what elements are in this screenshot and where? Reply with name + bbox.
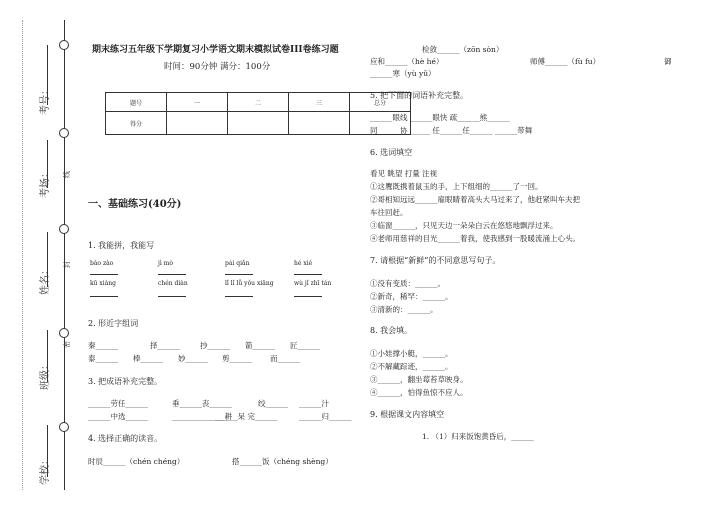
- score-cell[interactable]: [167, 112, 228, 135]
- class-label: 班级：: [40, 360, 51, 390]
- score-header-cell: 总分: [350, 93, 411, 112]
- answer-blank[interactable]: [158, 274, 186, 275]
- exam-no-label: 考号：: [40, 85, 51, 115]
- word-blank[interactable]: 秦______: [88, 341, 118, 350]
- word-blank[interactable]: 棒______: [133, 354, 163, 363]
- word-blank[interactable]: 箭______: [245, 341, 275, 350]
- poem-item[interactable]: ①小娃撑小艇，______。: [370, 349, 453, 358]
- score-table-row: [106, 112, 411, 135]
- score-header-cell: 题号: [106, 93, 167, 112]
- poem-item[interactable]: ③______，翻坐莓苔草映身。: [370, 375, 468, 384]
- answer-blank[interactable]: [158, 296, 186, 297]
- binding-hole: [59, 224, 69, 234]
- poem-item[interactable]: ②不解藏踪迹，______。: [370, 362, 453, 371]
- pinyin: wù jǐ zhī tán: [294, 280, 332, 287]
- pinyin: lǐ lǐ lǚ yǒu xiāng: [225, 280, 274, 287]
- sentence-item[interactable]: ③清新的：______。: [370, 305, 438, 314]
- fill-sentence[interactable]: ②哥相知远远______雇眼睛着高头大马过来了，他赶紧叫车夫把: [370, 195, 580, 204]
- fill-sentence[interactable]: ④老师用慈祥的目光______着我，使我感到一股暖流涌上心头。: [370, 234, 580, 243]
- school-blank[interactable]: [47, 425, 48, 477]
- sentence-item[interactable]: ②新奇，稀罕：______。: [370, 292, 453, 301]
- section-title: 一、基础练习(40分): [88, 199, 182, 210]
- recall-item[interactable]: 1. （1）归来饭饱黄昏后，______: [422, 432, 534, 441]
- seal-line: [64, 20, 65, 490]
- binding-hole: [59, 422, 69, 432]
- word-blank[interactable]: 匠______: [290, 341, 320, 350]
- pinyin: jì mò: [158, 260, 173, 267]
- binding-hole: [59, 328, 69, 338]
- school-label: 学校：: [40, 455, 51, 485]
- exam-no-blank[interactable]: [47, 45, 48, 105]
- score-cell[interactable]: [289, 112, 350, 135]
- pinyin: kū xiàng: [90, 280, 116, 287]
- binding-hole: [59, 128, 69, 138]
- word-blank[interactable]: 抄______: [200, 341, 230, 350]
- idiom-blank[interactable]: ______呆 完______: [215, 412, 278, 421]
- answer-blank[interactable]: [90, 296, 118, 297]
- idiom-blank[interactable]: 垂______丧______: [172, 399, 232, 408]
- class-blank[interactable]: [47, 330, 48, 382]
- idiom-blank-row[interactable]: ______眼线 ______眼快 疏______熊______: [370, 113, 510, 122]
- score-header-cell: 二: [228, 93, 289, 112]
- name-blank[interactable]: [47, 232, 48, 287]
- word-options: 看见 眺望 打量 注视: [370, 169, 438, 178]
- question-4-title: 4. 选择正确的读音。: [88, 434, 163, 443]
- fill-sentence: 车往回赶。: [370, 208, 408, 217]
- pronunciation-choice[interactable]: ______寒（yù yǔ）: [370, 69, 436, 78]
- idiom-blank[interactable]: ______汁: [299, 399, 329, 408]
- question-9-title: 9. 根据课文内容填空: [370, 410, 445, 419]
- fill-sentence[interactable]: ③临窗______，只见天边一朵朵白云在悠悠地飘浮过来。: [370, 221, 558, 230]
- name-label: 姓名：: [40, 265, 51, 295]
- binding-hole: [59, 40, 69, 50]
- pronunciation-choice[interactable]: 搭______饭（chéng shèng）: [232, 457, 333, 466]
- pronunciation-choice[interactable]: 时辰______（chén chéng）: [88, 457, 185, 466]
- seal-mark-line: 线: [63, 171, 71, 178]
- idiom-blank[interactable]: ______归______: [299, 412, 352, 421]
- score-header-cell: 三: [289, 93, 350, 112]
- score-table: [105, 92, 411, 135]
- score-table-header-row: [106, 93, 411, 112]
- pinyin: chén diàn: [158, 280, 188, 287]
- answer-blank[interactable]: [294, 274, 322, 275]
- question-8-title: 8. 我会填。: [370, 326, 413, 335]
- page-title: 期末练习五年级下学期复习小学语文期末模拟试卷III卷练习题: [92, 45, 339, 55]
- pronunciation-text: 御: [664, 57, 672, 66]
- pinyin: pái qiǎn: [225, 260, 250, 267]
- word-blank[interactable]: 泰______: [88, 354, 118, 363]
- sentence-item[interactable]: ①没有变质：______。: [370, 279, 445, 288]
- word-blank[interactable]: 择______: [150, 341, 180, 350]
- idiom-blank-row[interactable]: 同______协______ 任______任______ ______带舞: [370, 126, 533, 135]
- dotted-cut-line: [22, 20, 23, 490]
- idiom-blank[interactable]: 绞______: [258, 399, 288, 408]
- pronunciation-choice[interactable]: 师傅______（fù fu）: [530, 57, 601, 66]
- time-score: 时间：90分钟 满分：100分: [164, 62, 271, 72]
- pinyin: bào zào: [90, 260, 114, 267]
- answer-blank[interactable]: [294, 296, 322, 297]
- answer-blank[interactable]: [90, 274, 118, 275]
- score-row-label: 得分: [106, 112, 167, 135]
- word-blank[interactable]: 而______: [270, 354, 300, 363]
- poem-item[interactable]: ④______，怕得鱼惊不应人。: [370, 388, 468, 397]
- pronunciation-choice[interactable]: 应和______（hè hé）: [370, 57, 444, 66]
- score-header-cell: 一: [167, 93, 228, 112]
- word-blank[interactable]: 剪______: [222, 354, 252, 363]
- score-cell[interactable]: [228, 112, 289, 135]
- idiom-blank[interactable]: ______中选______: [88, 412, 148, 421]
- answer-blank[interactable]: [225, 296, 253, 297]
- answer-blank[interactable]: [225, 274, 253, 275]
- fill-sentence[interactable]: ①这鹰既携着鼠玉的手，上下组细的______了一回。: [370, 182, 543, 191]
- question-3-title: 3. 把成语补充完整。: [88, 377, 163, 386]
- seal-mark-secret: 密: [63, 341, 71, 348]
- question-2-title: 2. 形近字组词: [88, 319, 139, 328]
- exam-room-blank[interactable]: [47, 140, 48, 188]
- pinyin: hé xié: [294, 260, 313, 267]
- question-5-title: 5. 把下面的词语补充完整。: [370, 91, 469, 100]
- idiom-blank[interactable]: ______劳任______: [88, 399, 148, 408]
- idiom-blank[interactable]: ______________耕: [172, 412, 232, 421]
- question-1-title: 1. 我能拼，我能写: [88, 241, 155, 250]
- binding-strip: [0, 0, 80, 508]
- pronunciation-choice[interactable]: 检敛______（zōn sòn）: [422, 45, 504, 54]
- word-blank[interactable]: 妙______: [178, 354, 208, 363]
- seal-mark-seal: 封: [63, 261, 71, 268]
- exam-room-label: 考场：: [40, 168, 51, 198]
- question-7-title: 7. 请根据“新鲜”的不同意思写句子。: [370, 256, 501, 265]
- question-6-title: 6. 选词填空: [370, 148, 413, 157]
